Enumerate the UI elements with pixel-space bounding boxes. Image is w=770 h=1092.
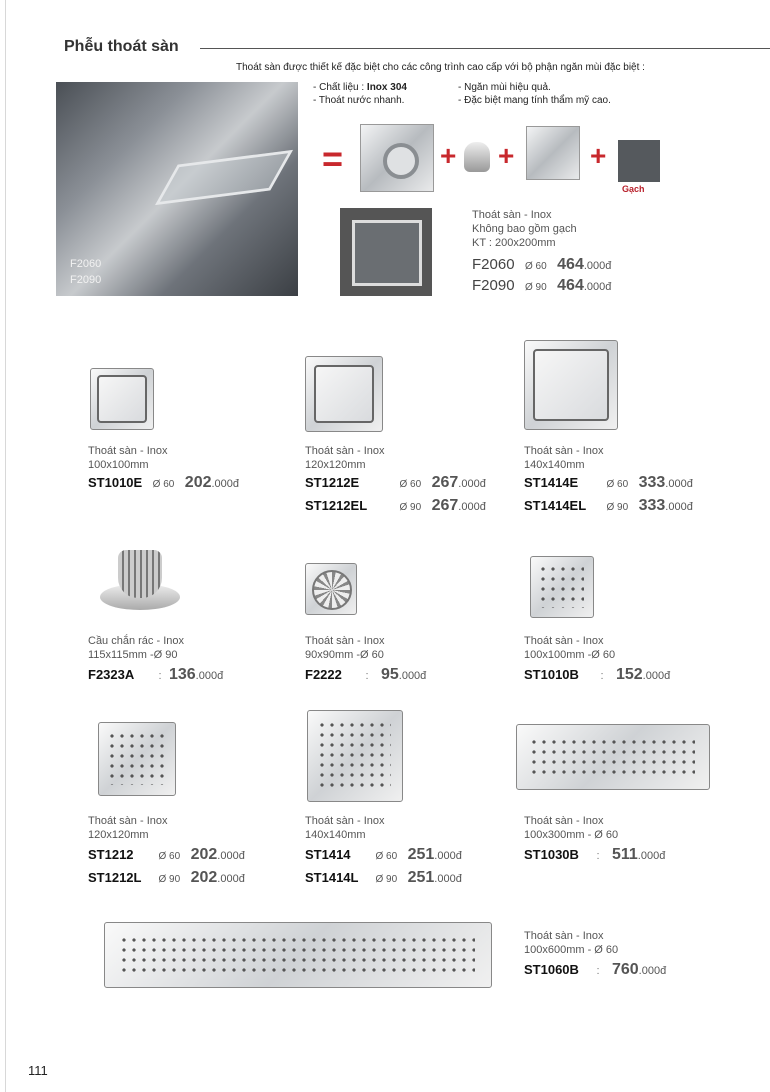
product-type: Thoát sàn - Inox bbox=[88, 815, 168, 827]
product-desc bbox=[88, 634, 184, 662]
feature-odor: - Ngăn mùi hiệu quả. bbox=[458, 82, 551, 93]
price-unit: .000đ bbox=[583, 281, 612, 293]
feature-aesthetic: - Đặc biệt mang tính thẩm mỹ cao. bbox=[458, 95, 611, 106]
equals-sign: = bbox=[322, 138, 344, 179]
product-type: Thoát sàn - Inox bbox=[88, 445, 168, 457]
product-size: 90x90mm -Ø 60 bbox=[305, 649, 384, 661]
product-size: 140x140mm bbox=[305, 829, 366, 841]
price-unit: .000đ bbox=[665, 501, 693, 513]
price-row bbox=[524, 497, 693, 515]
floor-drain-image bbox=[155, 150, 293, 205]
diameter: Ø 60 bbox=[152, 479, 175, 490]
product-type: Thoát sàn - Inox bbox=[305, 635, 385, 647]
price-unit: .000đ bbox=[458, 478, 486, 490]
product-desc bbox=[305, 444, 385, 472]
price-unit: .000đ bbox=[665, 478, 693, 490]
separator: : bbox=[365, 670, 369, 682]
separator: : bbox=[600, 670, 604, 682]
price-unit: .000đ bbox=[398, 670, 427, 682]
price-row bbox=[305, 846, 462, 864]
intro-text: Thoát sàn được thiết kế đặc biệt cho các công trình cao cấp với bộ phận ngăn mùi đặc biệt : bbox=[236, 62, 645, 73]
product-type: Thoát sàn - Inox bbox=[524, 930, 604, 942]
product-size: 140x140mm bbox=[524, 459, 585, 471]
f2222-image bbox=[305, 563, 357, 615]
tile-image bbox=[618, 140, 660, 182]
diameter: Ø 90 bbox=[158, 874, 181, 885]
features-left bbox=[313, 81, 407, 107]
product-desc bbox=[524, 634, 615, 662]
hero-code-2: F2090 bbox=[70, 274, 102, 286]
product-code: ST1010E bbox=[88, 475, 143, 490]
price-row bbox=[524, 666, 670, 684]
st1010b-image bbox=[530, 556, 594, 618]
price-unit: .000đ bbox=[638, 965, 667, 977]
page-border bbox=[5, 0, 6, 1092]
hero-photo bbox=[56, 82, 298, 296]
product-code: ST1212L bbox=[88, 870, 142, 885]
product-code: ST1212 bbox=[88, 847, 134, 862]
price-unit: .000đ bbox=[195, 670, 224, 682]
plus-sign-3: + bbox=[590, 140, 607, 171]
plus-sign-2: + bbox=[498, 140, 515, 171]
price-unit: .000đ bbox=[583, 260, 612, 272]
product-type: Thoát sàn - Inox bbox=[524, 445, 604, 457]
product-code: ST1212E bbox=[305, 475, 360, 490]
st1414-image bbox=[307, 710, 403, 802]
price-row bbox=[88, 869, 245, 887]
product-size: 120x120mm bbox=[305, 459, 366, 471]
hero-desc-line-3: KT : 200x200mm bbox=[472, 237, 556, 249]
product-type: Thoát sàn - Inox bbox=[305, 445, 385, 457]
product-code: ST1010B bbox=[524, 667, 579, 682]
price-row bbox=[305, 474, 486, 492]
features-right bbox=[458, 81, 611, 107]
price: 251 bbox=[407, 869, 435, 886]
hero-code-1: F2060 bbox=[70, 258, 102, 270]
price-unit: .000đ bbox=[637, 850, 666, 862]
product-size: 100x300mm - Ø 60 bbox=[524, 829, 619, 841]
product-code: F2323A bbox=[88, 667, 135, 682]
price-unit: .000đ bbox=[642, 670, 671, 682]
page-title: Phễu thoát sàn bbox=[64, 38, 179, 55]
st1030b-image bbox=[516, 724, 710, 790]
product-code: ST1414EL bbox=[524, 498, 587, 513]
st1212e-image bbox=[305, 356, 383, 432]
st1414e-image bbox=[524, 340, 618, 430]
f2323a-image bbox=[100, 550, 180, 614]
price-unit: .000đ bbox=[217, 850, 245, 862]
price-row bbox=[88, 666, 223, 684]
product-code: ST1414E bbox=[524, 475, 579, 490]
price: 202 bbox=[190, 846, 218, 863]
product-code: ST1030B bbox=[524, 847, 579, 862]
price-row bbox=[88, 846, 245, 864]
price: 202 bbox=[184, 474, 212, 491]
product-code: ST1060B bbox=[524, 962, 579, 977]
product-desc bbox=[88, 814, 168, 842]
diameter: Ø 90 bbox=[399, 502, 422, 513]
diameter: Ø 60 bbox=[525, 261, 547, 272]
product-desc bbox=[524, 929, 618, 957]
product-code: F2090 bbox=[472, 277, 515, 294]
diameter: Ø 60 bbox=[606, 479, 629, 490]
price-unit: .000đ bbox=[458, 501, 486, 513]
price-row bbox=[88, 474, 239, 492]
feature-fast-drain: - Thoát nước nhanh. bbox=[313, 95, 405, 106]
price: 152 bbox=[615, 666, 643, 683]
feature-material-prefix: - Chất liệu : bbox=[313, 82, 367, 93]
product-desc bbox=[524, 444, 604, 472]
product-code: ST1414L bbox=[305, 870, 359, 885]
product-size: 115x115mm -Ø 90 bbox=[88, 649, 178, 661]
price: 267 bbox=[431, 497, 459, 514]
price: 333 bbox=[638, 474, 666, 491]
drain-body-image bbox=[360, 124, 434, 192]
separator: : bbox=[596, 965, 600, 977]
price-row bbox=[472, 256, 611, 274]
price: 333 bbox=[638, 497, 666, 514]
product-code: ST1414 bbox=[305, 847, 351, 862]
diameter: Ø 90 bbox=[525, 282, 547, 293]
diameter: Ø 60 bbox=[158, 851, 181, 862]
product-code: F2060 bbox=[472, 256, 515, 273]
odor-trap-image bbox=[464, 142, 490, 172]
plus-sign-1: + bbox=[440, 140, 457, 171]
product-size: 100x100mm -Ø 60 bbox=[524, 649, 616, 661]
price-unit: .000đ bbox=[211, 478, 240, 490]
price: 136 bbox=[168, 666, 196, 683]
price-row bbox=[305, 497, 486, 515]
diameter: Ø 60 bbox=[375, 851, 398, 862]
drain-frame-image bbox=[526, 126, 580, 180]
product-desc bbox=[305, 814, 385, 842]
tile-label: Gạch bbox=[622, 184, 645, 194]
separator: : bbox=[596, 850, 600, 862]
product-code: F2222 bbox=[305, 667, 342, 682]
price: 202 bbox=[190, 869, 218, 886]
product-type: Cầu chắn rác - Inox bbox=[88, 635, 184, 647]
st1212-image bbox=[98, 722, 176, 796]
st1060b-image bbox=[104, 922, 492, 988]
product-desc bbox=[524, 814, 618, 842]
price: 464 bbox=[557, 256, 584, 273]
price: 251 bbox=[407, 846, 435, 863]
hero-desc-line-1: Thoát sàn - Inox bbox=[472, 209, 552, 221]
page-number: 111 bbox=[28, 1063, 48, 1078]
product-desc bbox=[305, 634, 385, 662]
product-type: Thoát sàn - Inox bbox=[305, 815, 385, 827]
product-type: Thoát sàn - Inox bbox=[524, 815, 604, 827]
price-unit: .000đ bbox=[434, 873, 462, 885]
product-size: 100x600mm - Ø 60 bbox=[524, 944, 619, 956]
separator: : bbox=[158, 670, 162, 682]
product-size: 100x100mm bbox=[88, 459, 149, 471]
price: 464 bbox=[557, 277, 584, 294]
price-row bbox=[305, 869, 462, 887]
f2060-image bbox=[340, 208, 432, 296]
product-type: Thoát sàn - Inox bbox=[524, 635, 604, 647]
feature-material-value: Inox 304 bbox=[366, 82, 407, 93]
diameter: Ø 90 bbox=[606, 502, 629, 513]
price: 267 bbox=[431, 474, 459, 491]
diameter: Ø 60 bbox=[399, 479, 422, 490]
price-row bbox=[524, 474, 693, 492]
title-divider bbox=[200, 48, 770, 49]
price-unit: .000đ bbox=[217, 873, 245, 885]
price-unit: .000đ bbox=[434, 850, 462, 862]
price-row bbox=[305, 666, 426, 684]
price-row bbox=[472, 277, 611, 295]
hero-desc bbox=[472, 208, 577, 250]
price-row bbox=[524, 961, 666, 979]
product-desc bbox=[88, 444, 168, 472]
hero-desc-line-2: Không bao gồm gạch bbox=[472, 223, 577, 235]
price-row bbox=[524, 846, 665, 864]
product-size: 120x120mm bbox=[88, 829, 149, 841]
diameter: Ø 90 bbox=[375, 874, 398, 885]
price: 511 bbox=[611, 846, 638, 863]
price: 760 bbox=[611, 961, 639, 978]
st1010e-image bbox=[90, 368, 154, 430]
product-code: ST1212EL bbox=[305, 498, 368, 513]
price: 95 bbox=[380, 666, 399, 683]
